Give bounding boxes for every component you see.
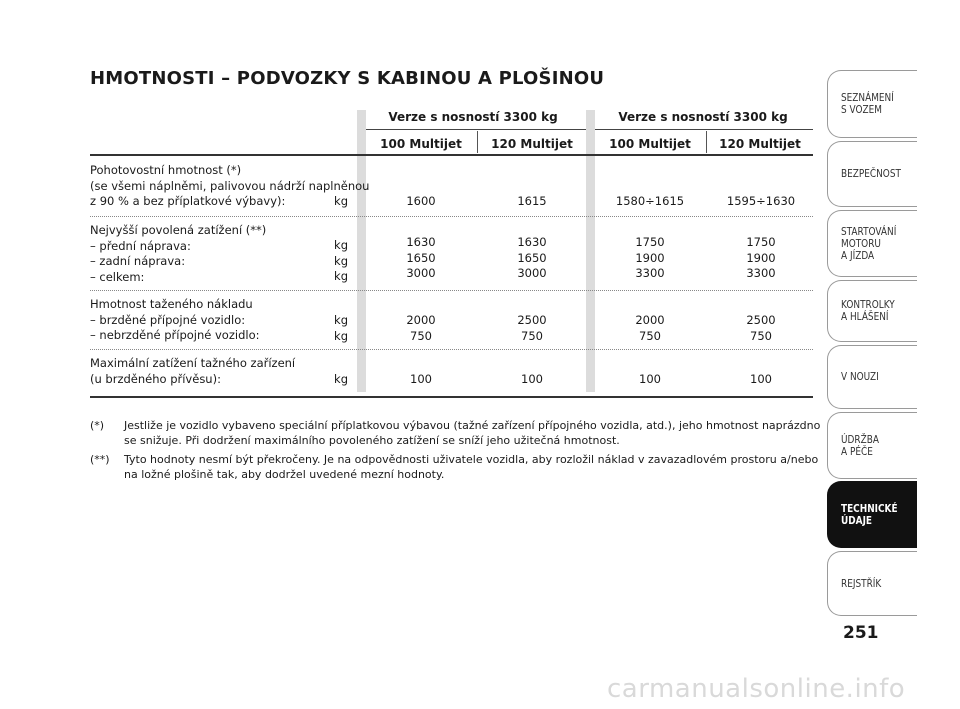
row-unit-towed-load: kg kg: [334, 313, 348, 343]
cell-max-loads-col4: 1750 1900 3300: [746, 235, 776, 280]
cell-max-loads-col1: 1630 1650 3000: [406, 235, 436, 280]
tab-label: TECHNICKÉ ÚDAJE: [841, 502, 898, 527]
cell-hitch-load-col1: 100: [410, 372, 432, 386]
header-divider-1: [366, 129, 586, 130]
footnote-2: [90, 452, 830, 484]
cell-max-loads-col3: 1750 1900 3300: [635, 235, 665, 280]
cell-curb-weight-col1: 1600: [406, 194, 436, 208]
cell-towed-load-col3: 2000 750: [635, 313, 665, 343]
tab-udrzba-a-pece[interactable]: [827, 412, 917, 479]
page-number: 251: [843, 623, 879, 643]
tab-rejstrik[interactable]: [827, 551, 917, 616]
footnote-2-mark: (**): [90, 453, 110, 466]
tab-bezpecnost[interactable]: [827, 141, 917, 207]
cell-towed-load-col2: 2500 750: [517, 313, 547, 343]
header-group-1: Verze s nosností 3300 kg: [388, 110, 558, 124]
cell-max-loads-col2: 1630 1650 3000: [517, 235, 547, 280]
header-col-separator-2: [706, 131, 707, 153]
table-bottom-rule: [90, 396, 813, 398]
row-unit-max-loads: kg kg kg: [334, 238, 348, 283]
page-title: HMOTNOSTI – PODVOZKY S KABINOU A PLOŠINOU: [90, 68, 605, 89]
tab-label: V NOUZI: [841, 371, 879, 383]
cell-towed-load-col1: 2000 750: [406, 313, 436, 343]
header-group-2: Verze s nosností 3300 kg: [618, 110, 788, 124]
row-label-max-loads: Nejvyšší povolená zatížení (**) – přední náprava: – zadní náprava: – celkem:: [90, 223, 267, 284]
row-divider: [90, 216, 813, 217]
watermark-text: carmanualsonline.info: [607, 674, 906, 704]
footnote-1: [90, 418, 830, 450]
header-col-2: 120 Multijet: [491, 137, 573, 151]
row-label-towed-load: Hmotnost taženého nákladu – brzděné přípojné vozidlo: – nebrzděné přípojné vozidlo:: [90, 297, 260, 342]
tab-technicke-udaje[interactable]: [827, 481, 917, 548]
tab-kontrolky[interactable]: [827, 280, 917, 342]
cell-hitch-load-col2: 100: [521, 372, 543, 386]
header-col-3: 100 Multijet: [609, 137, 691, 151]
footnote-2-text: Tyto hodnoty nesmí být překročeny. Je na odpovědnosti uživatele vozidla, aby rozložil náklad v zavazadlovém prostoru a/nebo na ložné plošině tak, aby dodržel uvedené mezní hodnoty.: [124, 453, 819, 481]
tab-label: KONTROLKY A HLÁŠENÍ: [841, 299, 895, 323]
footnote-1-text: Jestliže je vozidlo vybaveno speciální příplatkovou výbavou (tažné zařízení přípojného vozidla, atd.), jeho hmotnost naprázdno se snižuje. Při dodržení maximálního povoleného zatížení se sníží jeho užitečná hmotnost.: [124, 419, 821, 447]
row-unit-curb-weight: kg: [334, 194, 348, 208]
cell-towed-load-col4: 2500 750: [746, 313, 776, 343]
tab-seznameni-s-vozem[interactable]: [827, 70, 917, 138]
cell-curb-weight-col3: 1580÷1615: [615, 194, 685, 208]
tab-label: BEZPEČNOST: [841, 168, 901, 180]
tab-label: ÚDRŽBA A PÉČE: [841, 433, 879, 458]
tab-label: SEZNÁMENÍ S VOZEM: [841, 92, 894, 116]
row-divider: [90, 349, 813, 350]
row-label-curb-weight: Pohotovostní hmotnost (*) (se všemi náplněmi, palivovou nádrží naplněnou z 90 % a bez příplatkové výbavy):: [90, 163, 370, 208]
cell-hitch-load-col3: 100: [639, 372, 661, 386]
cell-curb-weight-col2: 1615: [517, 194, 547, 208]
tab-startovani-motoru[interactable]: [827, 210, 917, 277]
tab-v-nouzi[interactable]: [827, 345, 917, 409]
header-col-4: 120 Multijet: [719, 137, 801, 151]
row-unit-hitch-load: kg: [334, 372, 348, 386]
header-divider-2: [595, 129, 813, 130]
tab-label: REJSTŘÍK: [841, 577, 882, 590]
header-col-separator-1: [477, 131, 478, 153]
row-label-hitch-load: Maximální zatížení tažného zařízení (u brzděného přívěsu):: [90, 356, 296, 386]
table-header-rule: [90, 154, 813, 156]
footnote-1-mark: (*): [90, 419, 105, 432]
tab-label: STARTOVÁNÍ MOTORU A JÍZDA: [841, 225, 897, 262]
header-col-1: 100 Multijet: [380, 137, 462, 151]
row-divider: [90, 290, 813, 291]
cell-hitch-load-col4: 100: [750, 372, 772, 386]
cell-curb-weight-col4: 1595÷1630: [726, 194, 796, 208]
